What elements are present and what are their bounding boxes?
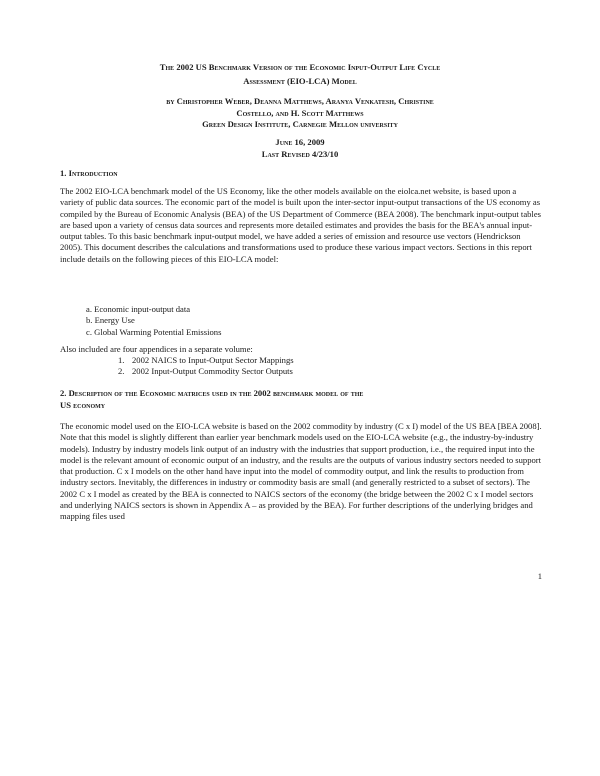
title-line: Assessment (EIO-LCA) Model bbox=[243, 76, 357, 86]
list-text: 2002 NAICS to Input-Output Sector Mappings bbox=[132, 355, 294, 365]
author-block bbox=[60, 96, 540, 131]
revised-date-line: Last Revised 4/23/10 bbox=[261, 148, 339, 159]
affiliation-line: Green Design Institute, Carnegie Mellon university bbox=[202, 119, 398, 129]
list-item: b. Energy Use bbox=[86, 315, 135, 326]
section-2-paragraph: The economic model used on the EIO-LCA website is based on the 2002 commodity by industry (C x I) model of the US BEA [BEA 2008]. Note that this model is slightly different than earlier year benchmark models used on the EIO-LCA website (e.g., the industry-by-industry models). Industry by industry models link output of an industry with the industries that support production, i.e., the required input into the model is the relevant amount of economic output of an industry, and the results are the outputs of various industry sectors needed to support that production. C x I models on the other hand have input into the model of commodity output, and link the results to production from industry sectors. Inevitably, the differences in industry or commodity basis are small (and generally restricted to a subset of sectors). The 2002 C x I model as created by the BEA is connected to NAICS sectors of the economy (the bridge between the 2002 C x I model sectors and underlying NAICS sectors is shown in Appendix A – as provided by the BEA). For further descriptions of the underlying bridges and mapping files used bbox=[60, 421, 542, 522]
list-number: 2. bbox=[118, 366, 125, 377]
list-item: a. Economic input-output data bbox=[86, 304, 191, 314]
list-item: c. Global Warming Potential Emissions bbox=[86, 326, 222, 337]
title-line: The 2002 US Benchmark Version of the Economic Input-Output Life Cycle bbox=[159, 62, 441, 72]
pieces-list bbox=[86, 304, 221, 338]
paper-title bbox=[60, 60, 540, 88]
appendices-list bbox=[118, 355, 294, 378]
date-block bbox=[60, 137, 540, 160]
page-number: 1 bbox=[537, 571, 542, 581]
section-2-heading bbox=[60, 388, 540, 411]
author-line: Costello, and H. Scott Matthews bbox=[236, 107, 364, 118]
heading-line: US economy bbox=[60, 399, 106, 410]
date-line: June 16, 2009 bbox=[275, 137, 325, 147]
list-item bbox=[118, 355, 294, 366]
list-item bbox=[118, 366, 294, 377]
list-number: 1. bbox=[118, 355, 125, 365]
heading-line: 2. Description of the Economic matrices used in the 2002 benchmark model of the bbox=[60, 388, 364, 398]
section-1-heading: 1. Introduction bbox=[60, 168, 118, 178]
list-text: 2002 Input-Output Commodity Sector Outputs bbox=[132, 366, 293, 377]
section-1-paragraph: The 2002 EIO-LCA benchmark model of the US Economy, like the other models available on the eiolca.net website, is based upon a variety of public data sources. The economic part of the model is built upon the inter-sector input-output transactions of the US economy as compiled by the Bureau of Economic Analysis (BEA) of the US Department of Commerce (BEA 2008). The benchmark input-output tables are based upon a variety of census data sources and represents more detailed estimates and provides the basis for the BEA's annual input-output tables. To this basic benchmark input-output model, we have added a series of emission and resource use vectors (Hendrickson 2005). This document describes the calculations and transformations used to produce these various impact vectors. Sections in this report include details on the following pieces of this EIO-LCA model: bbox=[60, 186, 541, 264]
author-line: by Christopher Weber, Deanna Matthews, Aranya Venkatesh, Christine bbox=[166, 96, 434, 106]
appendices-intro: Also included are four appendices in a separate volume: bbox=[60, 344, 253, 354]
